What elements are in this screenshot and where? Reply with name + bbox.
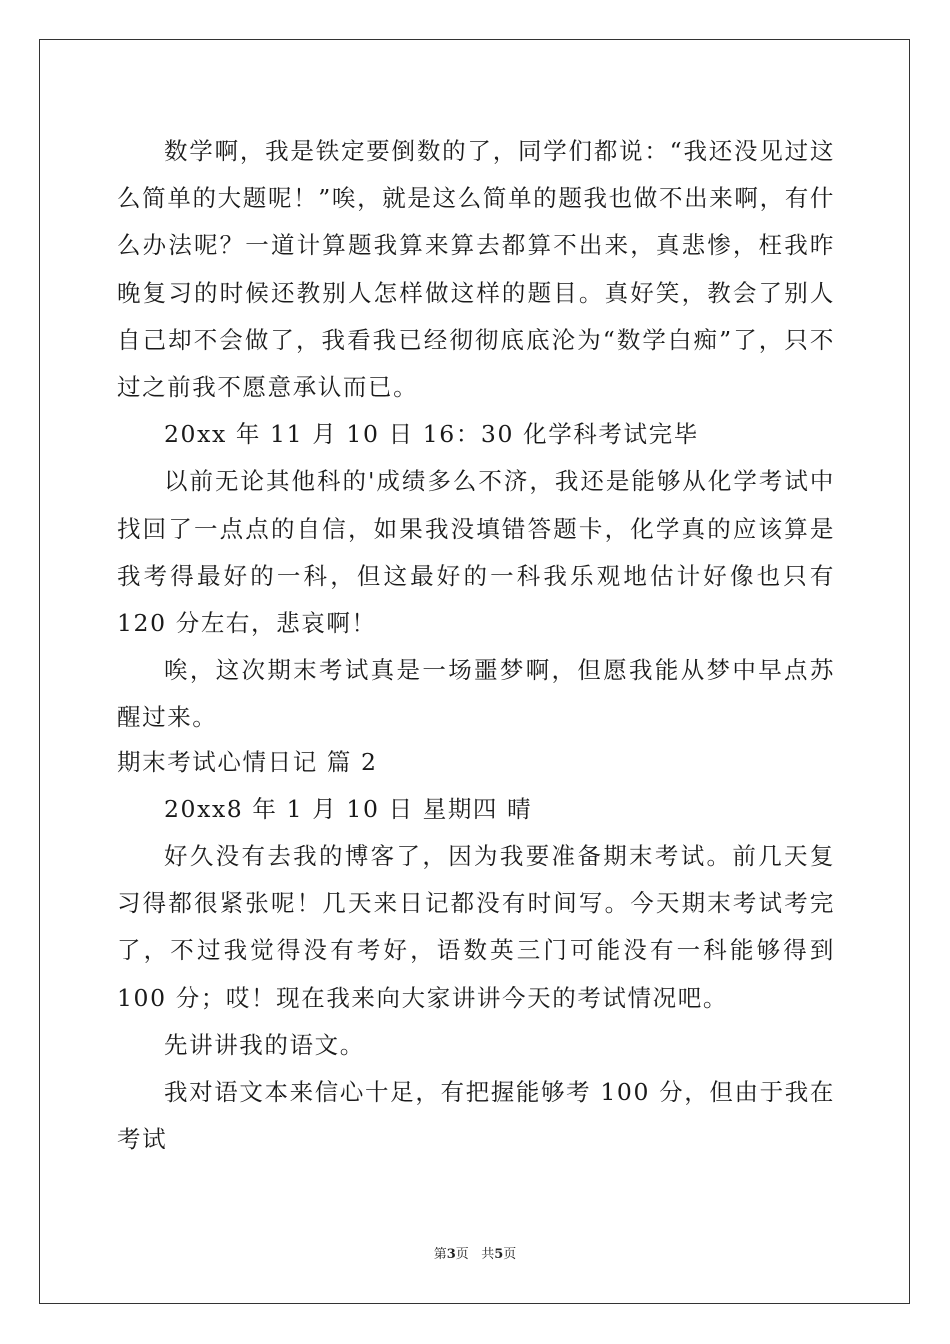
paragraph-chinese: 我对语文本来信心十足，有把握能够考 100 分，但由于我在考试 [117, 1078, 835, 1154]
paragraph-blog: 好久没有去我的博客了，因为我要准备期末考试。前几天复习得都很紧张呢！几天来日记都没有时间写。今天期末考试考完了，不过我觉得没有考好，语数英三门可能没有一科能够得到 100 分；哎！现在我来向大家讲讲今天的考试情况吧。 [117, 842, 835, 1012]
page-footer [0, 1247, 950, 1263]
paragraph-chinese-intro: 先讲讲我的语文。 [164, 1030, 365, 1059]
document-body [117, 128, 835, 1163]
paragraph-nightmare: 唉，这次期末考试真是一场噩梦啊，但愿我能从梦中早点苏醒过来。 [117, 656, 835, 732]
paragraph-chemistry: 以前无论其他科的'成绩多么不济，我还是能够从化学考试中找回了一点点的自信，如果我没填错答题卡，化学真的应该算是我考得最好的一科，但这最好的一科我乐观地估计好像也只有 120 分左右，悲哀啊！ [117, 467, 835, 638]
paragraph-diary-date: 20xx8 年 1 月 10 日 星期四 晴 [164, 794, 533, 823]
page-number-prefix: 第 [433, 1247, 447, 1262]
page-number-suffix: 页 [455, 1247, 469, 1262]
section-heading: 期末考试心情日记 篇 2 [117, 747, 378, 776]
total-pages-prefix: 共 [481, 1247, 495, 1262]
total-pages-number: 5 [494, 1247, 504, 1262]
paragraph-chemistry-date: 20xx 年 11 月 10 日 16：30 化学科考试完毕 [164, 420, 699, 449]
current-page-number: 3 [446, 1247, 456, 1262]
total-pages-suffix: 页 [503, 1247, 517, 1262]
paragraph-math: 数学啊，我是铁定要倒数的了，同学们都说：“我还没见过这么简单的大题呢！”唉，就是这么简单的题我也做不出来啊，有什么办法呢？一道计算题我算来算去都算不出来，真悲惨，枉我昨晚复习的时候还教别人怎样做这样的题目。真好笑，教会了别人自己却不会做了，我看我已经彻彻底底沦为“数学白痴”了，只不过之前我不愿意承认而已。 [117, 137, 835, 402]
